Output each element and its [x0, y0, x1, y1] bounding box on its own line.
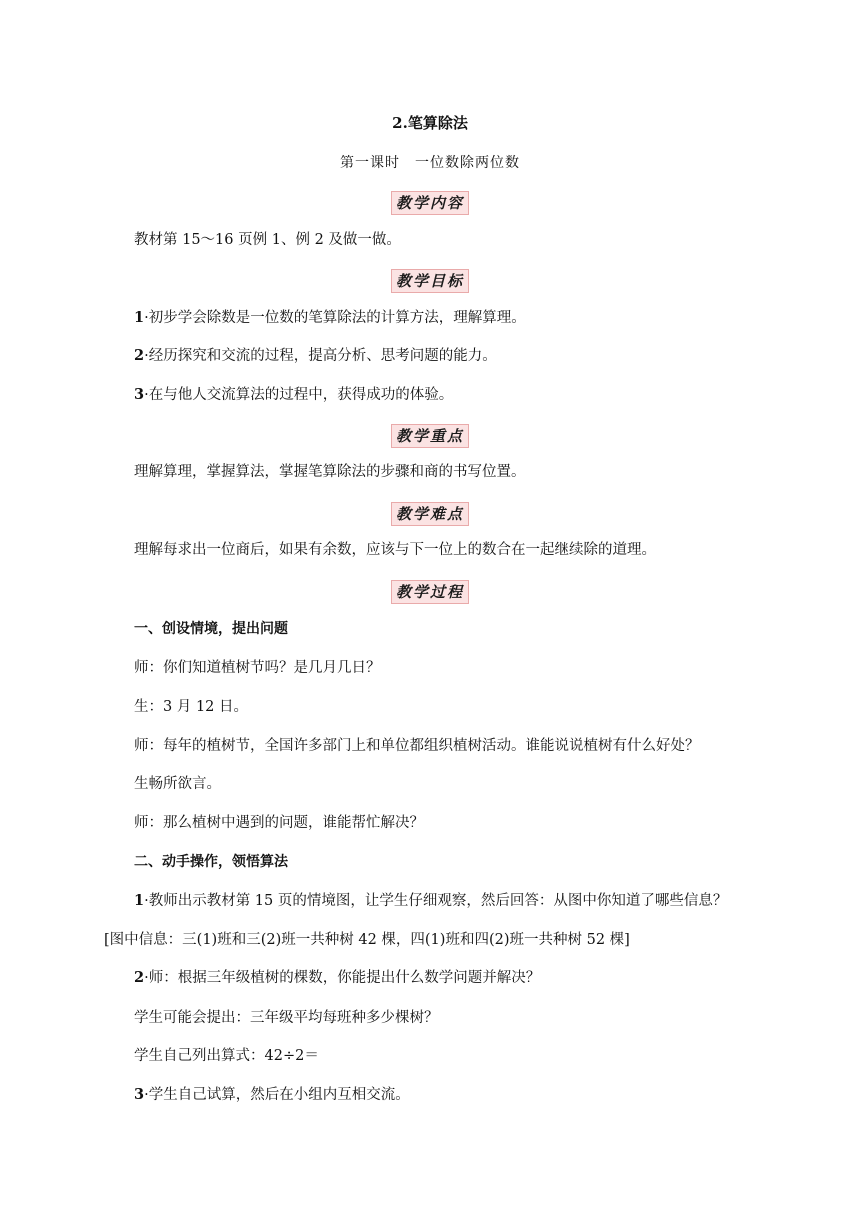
goal-item-1-text: ·初步学会除数是一位数的笔算除法的计算方法，理解算理。	[144, 310, 526, 326]
goal-item-2-number: 2	[134, 347, 145, 364]
dialogue-line-3: 师：每年的植树节，全国许多部门上和单位都组织植树活动。谁能说说植树有什么好处？	[134, 738, 700, 754]
step-3-text: ·学生自己试算，然后在小组内互相交流。	[144, 1087, 410, 1103]
step-2	[134, 968, 540, 988]
goal-item-2	[134, 346, 497, 366]
dialogue-line-5: 师：那么植树中遇到的问题，谁能帮忙解决？	[134, 815, 424, 831]
section-badge-difficulty-wrap	[0, 502, 860, 526]
dialogue-line-1: 师：你们知道植树节吗？是几月几日？	[134, 660, 381, 676]
student-question-line: 学生可能会提出：三年级平均每班种多少棵树？	[134, 1010, 439, 1026]
goal-item-3	[134, 385, 453, 405]
dialogue-line-2: 生：3 月 12 日。	[134, 699, 249, 715]
goal-item-3-text: ·在与他人交流算法的过程中，获得成功的体验。	[144, 387, 454, 403]
section-badge-key: 教学重点	[391, 424, 469, 448]
student-equation-line: 学生自己列出算式：42÷2＝	[134, 1048, 319, 1064]
step-1	[134, 891, 727, 911]
goal-item-1-number: 1	[134, 309, 145, 326]
step-1-number: 1	[134, 892, 145, 909]
section-badge-content-wrap	[0, 191, 860, 215]
step-1-text: ·教师出示教材第 15 页的情境图，让学生仔细观察，然后回答：从图中你知道了哪些信息？	[144, 893, 728, 909]
goal-item-2-text: ·经历探究和交流的过程，提高分析、思考问题的能力。	[144, 348, 497, 364]
step-2-number: 2	[134, 969, 145, 986]
section-badge-goals: 教学目标	[391, 269, 469, 293]
step-3	[134, 1085, 410, 1105]
key-text: 理解算理，掌握算法，掌握笔算除法的步骤和商的书写位置。	[134, 464, 526, 480]
section-badge-process: 教学过程	[391, 580, 469, 604]
goal-item-3-number: 3	[134, 386, 145, 403]
step-1-continuation: [图中信息：三(1)班和三(2)班一共种树 42 棵，四(1)班和四(2)班一共种树 52 棵]	[104, 932, 630, 948]
difficulty-text: 理解每求出一位商后，如果有余数，应该与下一位上的数合在一起继续除的道理。	[134, 542, 656, 558]
content-text: 教材第 15～16 页例 1、例 2 及做一做。	[134, 232, 401, 248]
section-badge-content: 教学内容	[391, 191, 469, 215]
page-subtitle: 第一课时 一位数除两位数	[340, 155, 520, 171]
section-badge-key-wrap	[0, 424, 860, 448]
section-badge-process-wrap	[0, 580, 860, 604]
step-3-number: 3	[134, 1086, 145, 1103]
section-badge-goals-wrap	[0, 269, 860, 293]
step-2-text: ·师：根据三年级植树的棵数，你能提出什么数学问题并解决？	[144, 970, 541, 986]
goal-item-1	[134, 308, 526, 328]
process-part1-heading: 一、创设情境，提出问题	[134, 621, 288, 637]
page-title: 2.笔算除法	[392, 114, 468, 132]
process-part2-heading: 二、动手操作，领悟算法	[134, 854, 288, 870]
section-badge-difficulty: 教学难点	[391, 502, 469, 526]
dialogue-line-4: 生畅所欲言。	[134, 776, 221, 792]
